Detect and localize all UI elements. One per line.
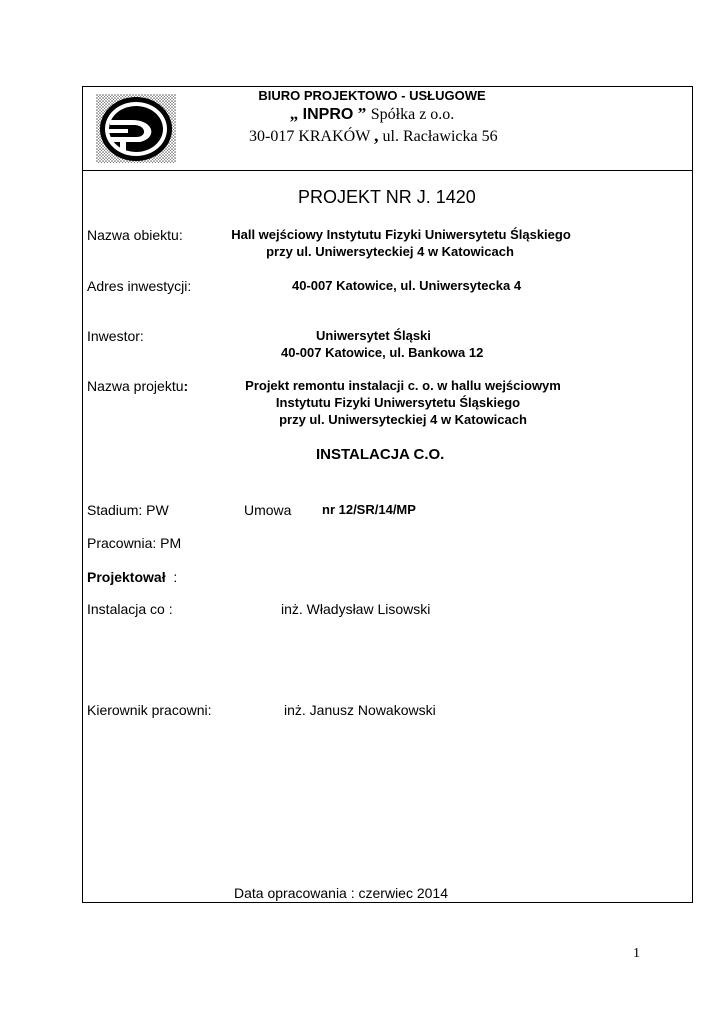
page-number: 1 [633, 946, 640, 961]
address-value: 40-007 Katowice, ul. Uniwersytecka 4 [292, 278, 522, 293]
manager-label: Kierownik pracowni: [87, 702, 212, 718]
designed-by-text: Projektował [87, 569, 166, 585]
company-city: 30-017 KRAKÓW [249, 128, 371, 145]
company-address [249, 125, 498, 146]
address-comma: , [374, 125, 379, 145]
contract-label: Umowa [244, 502, 292, 518]
company-name: INPRO [302, 106, 354, 123]
preparation-date: Data opracowania : czerwiec 2014 [234, 885, 449, 901]
project-name-line3: przy ul. Uniwersyteckiej 4 w Katowicach [279, 412, 527, 427]
investor-address: 40-007 Katowice, ul. Bankowa 12 [281, 345, 484, 360]
document-frame [82, 86, 693, 903]
manager-name: inż. Janusz Nowakowski [284, 702, 436, 718]
object-name-line2: przy ul. Uniwersyteckiej 4 w Katowicach [266, 244, 514, 259]
stage-label: Stadium: PW [87, 502, 169, 518]
project-label-text: Nazwa projektu [87, 378, 184, 394]
project-title: PROJEKT NR J. 1420 [298, 187, 476, 207]
quote-close: ” [357, 104, 367, 123]
object-name-line1: Hall wejściowy Instytutu Fizyki Uniwersytetu Śląskiego [231, 227, 571, 242]
inpro-logo-icon [96, 94, 176, 163]
company-line [290, 104, 455, 124]
project-name-line1: Projekt remontu instalacji c. o. w hallu wejściowym [245, 378, 561, 393]
installation-subtitle: INSTALACJA C.O. [316, 446, 445, 463]
company-form: Spółka z o.o. [370, 106, 455, 123]
investor-label: Inwestor: [87, 328, 144, 344]
installation-designer: inż. Władysław Lisowski [281, 601, 431, 617]
installation-label: Instalacja co : [87, 601, 173, 617]
company-street: ul. Racławicka 56 [382, 128, 498, 145]
designed-by-label [87, 569, 177, 585]
studio-label: Pracownia: PM [87, 535, 182, 551]
designed-by-colon: : [173, 569, 178, 585]
header-divider [82, 170, 693, 171]
project-label-colon: : [183, 378, 189, 394]
quote-open: „ [289, 104, 299, 123]
investor-name: Uniwersytet Śląski [316, 328, 431, 343]
project-label [87, 378, 188, 394]
office-name: BIURO PROJEKTOWO - USŁUGOWE [258, 88, 486, 103]
address-label: Adres inwestycji: [87, 278, 192, 294]
object-label: Nazwa obiektu: [87, 227, 183, 243]
project-name-line2: Instytutu Fizyki Uniwersytetu Śląskiego [275, 395, 521, 410]
contract-number: nr 12/SR/14/MP [322, 502, 416, 517]
